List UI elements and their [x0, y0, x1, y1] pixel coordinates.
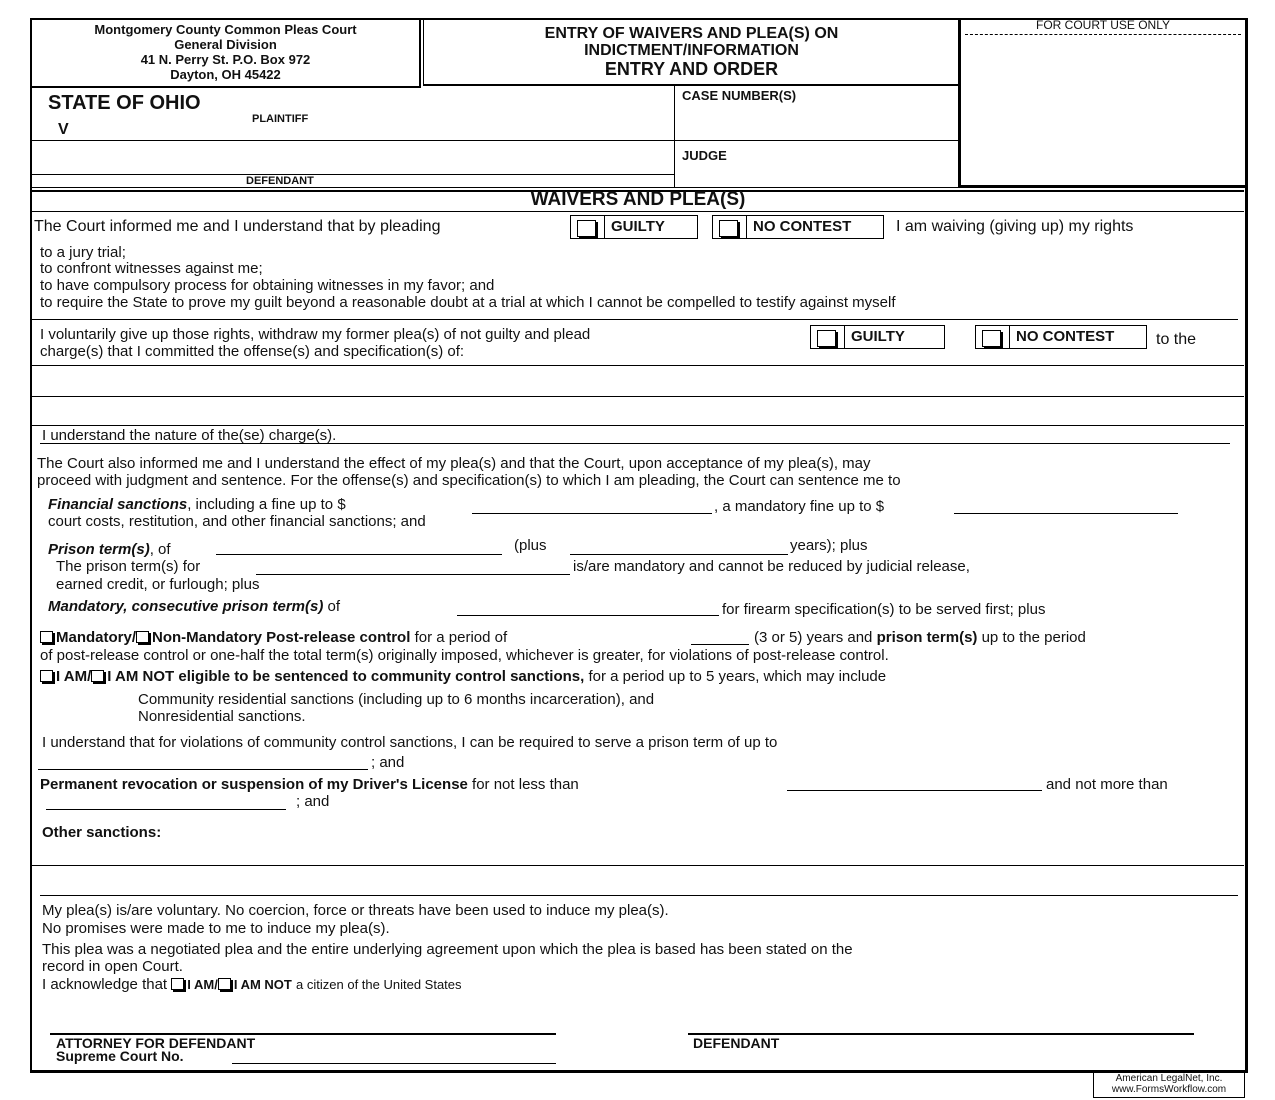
- court-address-box: [32, 20, 421, 88]
- court-address: 41 N. Perry St. P.O. Box 972: [140, 52, 311, 67]
- voluntary-line-1: I voluntarily give up those rights, withdraw my former plea(s) of not guilty and plead: [40, 326, 591, 343]
- citizen-i-am-not-checkbox[interactable]: [218, 978, 231, 990]
- court-name: Montgomery County Common Pleas Court: [94, 22, 357, 37]
- community-control-line: I AM/ I AM NOT eligible to be sentenced to community control sanctions, for a period up to 5 years, which may include: [40, 668, 886, 685]
- prc-period-field[interactable]: [691, 630, 749, 645]
- mandatory-fine-field[interactable]: [954, 499, 1178, 514]
- no-promises: No promises were made to me to induce my plea(s).: [42, 920, 390, 937]
- plus-open-text: (plus: [514, 537, 547, 554]
- earned-credit-text: earned credit, or furlough; plus: [56, 576, 260, 593]
- non-mandatory-prc-checkbox[interactable]: [136, 631, 149, 643]
- understand-nature: I understand the nature of the(se) charge(s).: [42, 427, 337, 444]
- consecutive-line: Mandatory, consecutive prison term(s) of: [48, 598, 341, 615]
- other-sanctions-field[interactable]: [32, 866, 1244, 894]
- title-line-2: INDICTMENT/INFORMATION: [584, 42, 799, 59]
- right-jury: to a jury trial;: [40, 244, 126, 261]
- voluntary-line-2: charge(s) that I committed the offense(s) and specification(s) of:: [40, 343, 465, 360]
- financial-sanctions-line: Financial sanctions, including a fine up to $: [48, 496, 346, 513]
- waiving-text: I am waiving (giving up) my rights: [896, 218, 1134, 235]
- cc-residential: Community residential sanctions (including up to 6 months incarceration), and: [138, 691, 655, 708]
- post-release-line: Mandatory/ Non-Mandatory Post-release control for a period of: [40, 629, 507, 646]
- no-contest-checkbox-1[interactable]: NO CONTEST: [712, 215, 884, 239]
- prison-for-text: The prison term(s) for: [56, 558, 201, 575]
- section-title: WAIVERS AND PLEA(S): [530, 189, 746, 210]
- consecutive-label: Mandatory, consecutive prison term(s): [48, 598, 324, 615]
- form-title-box: [423, 20, 959, 86]
- negotiated-line-2: record in open Court.: [42, 958, 183, 975]
- prison-term-line: Prison term(s), of: [48, 541, 171, 558]
- to-the-text: to the: [1156, 331, 1197, 348]
- firearm-text: for firearm specification(s) to be served first; plus: [722, 601, 1046, 618]
- right-prove: to require the State to prove my guilt beyond a reasonable doubt at a trial at which I cannot be compelled to testify against myself: [40, 294, 896, 311]
- no-contest-checkbox-2[interactable]: NO CONTEST: [975, 325, 1147, 349]
- guilty-checkbox-2[interactable]: GUILTY: [810, 325, 945, 349]
- mandatory-fine-text: , a mandatory fine up to $: [714, 498, 885, 515]
- license-max-field[interactable]: [46, 795, 286, 810]
- court-city: Dayton, OH 45422: [170, 67, 281, 82]
- state-of-ohio: STATE OF OHIO: [48, 92, 201, 114]
- supreme-court-label: Supreme Court No.: [56, 1048, 184, 1064]
- negotiated-line-1: This plea was a negotiated plea and the entire underlying agreement upon which the plea is based has been stated on the: [42, 941, 853, 958]
- violations-text: I understand that for violations of community control sanctions, I can be required to serve a prison term of up to: [42, 734, 778, 751]
- license-line: Permanent revocation or suspension of my Driver's License for not less than: [40, 776, 579, 793]
- guilty-checkbox-1[interactable]: GUILTY: [570, 215, 698, 239]
- title-line-1: ENTRY OF WAIVERS AND PLEA(S) ON: [544, 25, 839, 42]
- right-compulsory: to have compulsory process for obtaining witnesses in my favor; and: [40, 277, 495, 294]
- offense-entry-line-2[interactable]: [32, 397, 1244, 425]
- and-text-1: ; and: [371, 754, 405, 771]
- legalnet-line-2: www.FormsWorkflow.com: [1111, 1084, 1227, 1095]
- financial-sanctions-label: Financial sanctions: [48, 496, 188, 513]
- prison-term-field[interactable]: [216, 540, 502, 555]
- versus-label: V: [58, 121, 69, 138]
- voluntary-statement: My plea(s) is/are voluntary. No coercion, force or threats have been used to induce my plea(s).: [42, 902, 669, 919]
- mandatory-prc-checkbox[interactable]: [40, 631, 53, 643]
- defendant-signature-label: DEFENDANT: [693, 1035, 780, 1051]
- judge-label: JUDGE: [682, 148, 727, 163]
- cc-i-am-checkbox[interactable]: [40, 670, 53, 682]
- waiver-intro: The Court informed me and I understand that by pleading: [34, 218, 441, 235]
- title-line-3: ENTRY AND ORDER: [604, 59, 779, 79]
- years-plus-text: years); plus: [790, 537, 868, 554]
- other-sanctions-label: Other sanctions:: [42, 824, 162, 841]
- mandatory-text: is/are mandatory and cannot be reduced by judicial release,: [573, 558, 970, 575]
- cc-nonresidential: Nonresidential sanctions.: [138, 708, 306, 725]
- license-label: Permanent revocation or suspension of my Driver's License: [40, 776, 468, 793]
- license-min-field[interactable]: [787, 776, 1042, 791]
- effect-line-1: The Court also informed me and I understand the effect of my plea(s) and that the Court, upon acceptance of my plea(s), may: [37, 455, 871, 472]
- prc-line-2: of post-release control or one-half the total term(s) originally imposed, whichever is greater, for violations of post-release control.: [40, 647, 889, 664]
- prison-term-label: Prison term(s): [48, 541, 150, 558]
- right-confront: to confront witnesses against me;: [40, 260, 263, 277]
- effect-line-2: proceed with judgment and sentence. For the offense(s) and specification(s) to which I am pleading, the Court can sentence me to: [37, 472, 901, 489]
- cc-i-am-not-checkbox[interactable]: [91, 670, 104, 682]
- violation-term-field[interactable]: [38, 755, 368, 770]
- prc-years-line: (3 or 5) years and prison term(s) up to the period: [754, 629, 1086, 646]
- mandatory-offense-field[interactable]: [256, 560, 570, 575]
- case-number-label: CASE NUMBER(S): [682, 88, 797, 103]
- legalnet-badge: [1093, 1072, 1245, 1098]
- and-text-2: ; and: [296, 793, 330, 810]
- court-use-box: [958, 18, 1245, 188]
- court-costs-text: court costs, restitution, and other financial sanctions; and: [48, 513, 426, 530]
- citizen-line: I acknowledge that I AM/ I AM NOT a citizen of the United States: [42, 976, 462, 993]
- firearm-term-field[interactable]: [457, 601, 719, 616]
- not-more-text: and not more than: [1046, 776, 1168, 793]
- citizen-i-am-checkbox[interactable]: [171, 978, 184, 990]
- plus-years-field[interactable]: [570, 540, 788, 555]
- offense-entry-line-1[interactable]: [32, 366, 1244, 396]
- supreme-court-number-field[interactable]: [232, 1063, 556, 1064]
- court-division: General Division: [174, 37, 277, 52]
- defendant-label: DEFENDANT: [246, 175, 314, 187]
- court-use-label: FOR COURT USE ONLY: [1035, 18, 1171, 32]
- plaintiff-label: PLAINTIFF: [252, 113, 309, 125]
- legalnet-line-1: American LegalNet, Inc.: [1115, 1073, 1223, 1084]
- fine-amount-field[interactable]: [472, 499, 712, 514]
- attorney-label: ATTORNEY FOR DEFENDANT: [56, 1035, 256, 1051]
